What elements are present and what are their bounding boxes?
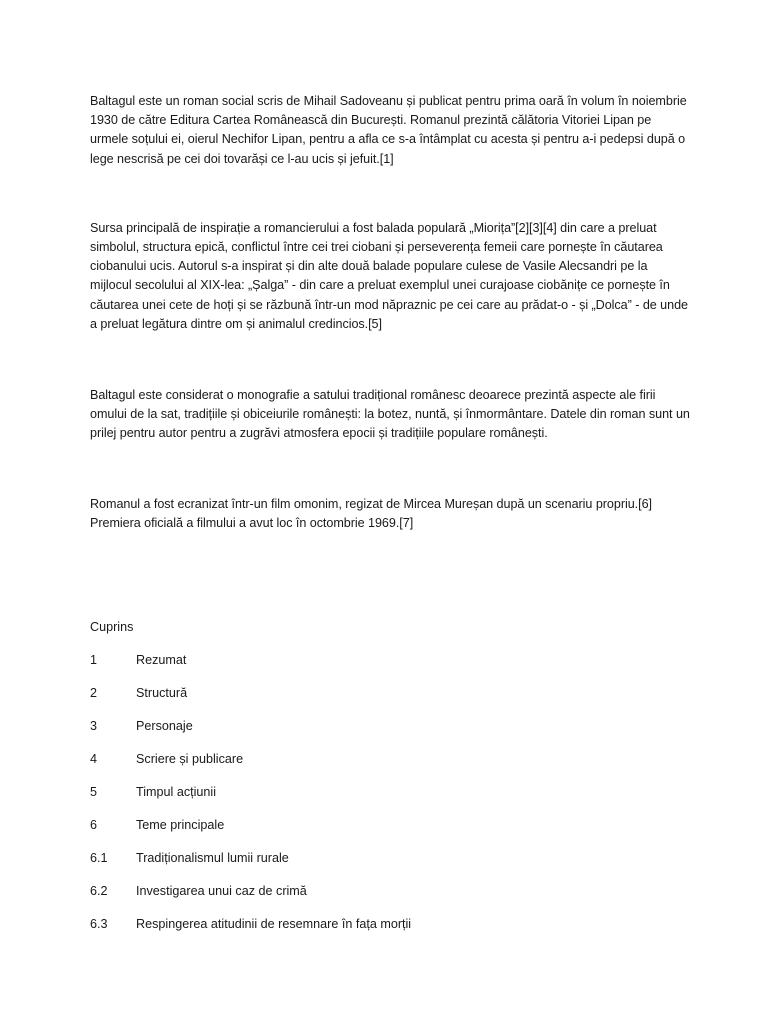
paragraph-intro: Baltagul este un roman social scris de Mihail Sadoveanu și publicat pentru prima oară în volum în noiembrie 1930 de către Editura Cartea Românească din București. Romanul prezintă călătoria Vitoriei Lipan pe urmele soțului ei, oierul Nechifor Lipan, pentru a afla ce s-a întâmplat cu acesta și pentru a-i pedepsi după o lege nescrisă pe cei doi tovarăși ce l-au ucis și jefuit.[1] — [90, 94, 687, 166]
toc-item-structura[interactable] — [90, 684, 690, 717]
paragraph-inspiration: Sursa principală de inspirație a romancierului a fost balada populară „Miorița”[2][3][4] din care a preluat simbolul, structura epică, conflictul între cei trei ciobani și perseverența femeii care pornește în căutarea ciobanului ucis. Autorul s-a inspirat și din alte două balade populare culese de Vasile Alecsandri pe la mijlocul secolului al XIX-lea: „Șalga” - din care a preluat exemplul unei curajoase ciobănițe ce pornește în căutarea unei cete de hoți și se răzbună într-un mod năpraznic pe cei care au prădat-o - și „Dolca” - de unde a preluat legătura dintre om și animalul credincios.[5] — [90, 220, 688, 331]
toc-item-number: 6.3 — [90, 917, 108, 932]
toc-item-label: Investigarea unui caz de crimă — [136, 884, 307, 899]
toc-item-label: Scriere și publicare — [136, 752, 244, 767]
toc-item-number: 6.1 — [90, 851, 108, 866]
toc-item-timpul[interactable] — [90, 783, 690, 816]
toc-item-label: Personaje — [136, 719, 193, 734]
paragraph-film: Romanul a fost ecranizat într-un film omonim, regizat de Mircea Mureșan după un scenariu propriu.[6] Premiera oficială a filmului a avut loc în octombrie 1969.[7] — [90, 496, 652, 530]
toc-item-label: Structură — [136, 686, 188, 701]
table-of-contents — [90, 651, 690, 948]
paragraph-monograph: Baltagul este considerat o monografie a satului tradițional românesc deoarece prezintă aspecte ale firii omului de la sat, tradițiile și obiceiurile românești: la botez, nuntă, și înmormântare. Datele din roman sunt un prilej pentru autor pentru a zugrăvi atmosfera epocii și tradițiile populare românești. — [90, 388, 690, 441]
toc-item-number: 6 — [90, 818, 98, 833]
document-page — [90, 92, 690, 948]
toc-item-number: 5 — [90, 785, 98, 800]
toc-item-personaje[interactable] — [90, 717, 690, 750]
toc-item-number: 1 — [90, 653, 98, 668]
toc-item-number: 6.2 — [90, 884, 108, 899]
toc-item-label: Teme principale — [136, 818, 225, 833]
toc-item-label: Respingerea atitudinii de resemnare în fața morții — [136, 917, 412, 932]
toc-item-investigarea[interactable] — [90, 882, 690, 915]
toc-item-label: Tradiționalismul lumii rurale — [136, 851, 289, 866]
toc-item-traditionalismul[interactable] — [90, 849, 690, 882]
toc-item-rezumat[interactable] — [90, 651, 690, 684]
toc-item-number: 2 — [90, 686, 98, 701]
toc-item-teme[interactable] — [90, 816, 690, 849]
toc-item-scriere[interactable] — [90, 750, 690, 783]
toc-item-label: Timpul acțiunii — [136, 785, 217, 800]
toc-item-number: 3 — [90, 719, 98, 734]
toc-item-number: 4 — [90, 752, 98, 767]
toc-item-respingerea[interactable] — [90, 915, 690, 948]
toc-title: Cuprins — [90, 620, 134, 635]
toc-item-label: Rezumat — [136, 653, 187, 668]
